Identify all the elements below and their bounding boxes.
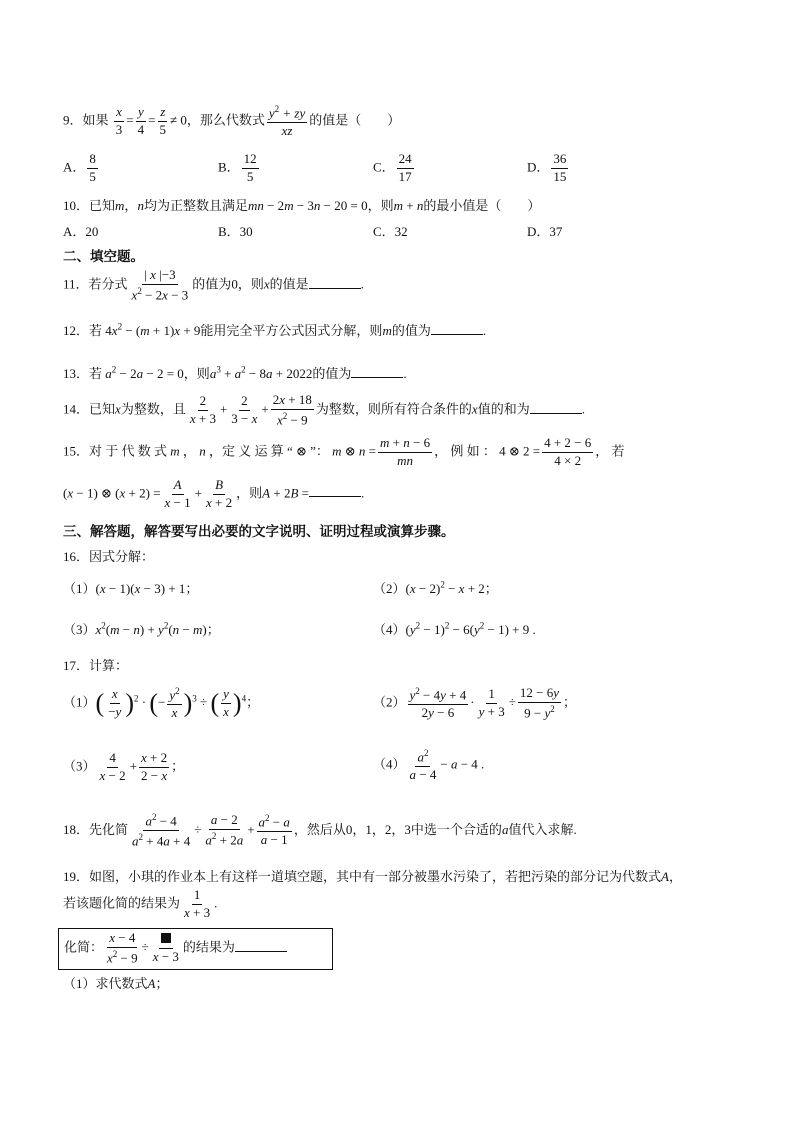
fraction: $\frac{y}{x}$ bbox=[223, 686, 229, 720]
q17-part1: （1）( $\frac{x}{-y}$ )$^2$ · (− $\frac{y^2}{x}$ )$^3$ ÷ ( $\frac{y}{x}$ )$^4$； bbox=[63, 686, 260, 721]
q9-text: 如果 bbox=[82, 112, 109, 128]
fraction: $\frac{y}{4}$ bbox=[137, 104, 145, 138]
q10-text: 已知 bbox=[89, 198, 116, 213]
q10-text2: 均为正整数且满足 bbox=[143, 198, 248, 213]
fraction: $\frac{a - 2}{a^2 + 2a}$ bbox=[205, 812, 244, 848]
fraction: $\frac{A}{x - 1}$ bbox=[164, 477, 191, 510]
q15-line2: (x − 1) ⊗ (x + 2) = $\frac{A}{x - 1}$ + $\frac{B}{x + 2}$ ，则A + 2B = . bbox=[63, 477, 365, 510]
fraction: $\frac{x + 2}{2 - x}$ bbox=[140, 750, 168, 783]
q13: 13．若 $a^2 - 2a - 2 = 0$，则$a^3 + a^2 - 8a + 2022$的值为 . bbox=[63, 364, 407, 381]
q11: 11．若分式 $\frac{| x |-3}{x^2 - 2x - 3}$ 的值为0，则x的值是 . bbox=[63, 267, 364, 303]
q12: 12．若 $4x^2 - (m + 1)x + 9$能用完全平方公式因式分解，则m的值为 . bbox=[63, 321, 487, 338]
q10-stem: 10．已知m，n均为正整数且满足mn − 2m − 3n − 20 = 0，则m + n的最小值是（ ） bbox=[63, 198, 541, 213]
q10-choice-c: C．32 bbox=[373, 224, 408, 239]
q9-choice-a: A． $\frac{8}{5}$ bbox=[63, 151, 96, 184]
fraction: $\frac{y^2}{x}$ bbox=[169, 686, 180, 721]
fraction: $\frac{x - 4}{x^2 - 9}$ bbox=[107, 930, 138, 966]
fraction: $\frac{8}{5}$ bbox=[89, 151, 96, 184]
fraction: $\frac{2x + 18}{x^2 - 9}$ bbox=[272, 392, 312, 428]
q9-text2: ，那么代数式 bbox=[186, 112, 265, 128]
fraction: $\frac{24}{17}$ bbox=[398, 151, 412, 184]
answer-blank[interactable] bbox=[235, 940, 287, 952]
fraction: $\frac{m + n - 6}{mn}$ bbox=[380, 435, 431, 468]
fraction: $\frac{| x |-3}{x^2 - 2x - 3}$ bbox=[131, 267, 189, 303]
answer-blank[interactable] bbox=[530, 402, 582, 414]
q17-title: 17．计算： bbox=[63, 658, 129, 673]
section-fill-in-title: 二、填空题。 bbox=[63, 249, 144, 265]
q19-sub1: （1）求代数式A； bbox=[63, 976, 169, 991]
q19-line2: 若该题化简的结果为 $\frac{1}{x + 3}$ . bbox=[63, 887, 218, 920]
q10-text3: ，则 bbox=[367, 198, 394, 213]
q17-part3: （3） $\frac{4}{x - 2}$ + $\frac{x + 2}{2 - x}$ ； bbox=[63, 750, 185, 783]
q19-line1: 19．如图，小琪的作业本上有这样一道填空题，其中有一部分被墨水污染了，若把污染的部分记为代数式A， bbox=[63, 869, 682, 884]
fraction: $\frac{a^2}{a - 4}$ bbox=[409, 748, 437, 783]
answer-blank[interactable] bbox=[351, 366, 403, 378]
q15-line1: 15．对 于 代 数 式 m ， n ，定 义 运 算 “ ⊗ ”： m ⊗ n = $\frac{m + n - 6}{mn}$ ， 例 如 ： 4 ⊗ 2 = $\frac{4 + 2 - 6}{4 \times 2}$ ， 若 bbox=[63, 435, 625, 468]
q9-choice-c: C． $\frac{24}{17}$ bbox=[373, 151, 412, 184]
q17-part2: （2） $\frac{y^2 - 4y + 4}{2y - 6}$ · $\frac{1}{y + 3}$ ÷ $\frac{12 - 6y}{9 - y^2}$ ； bbox=[373, 685, 577, 721]
q9-choice-d: D． $\frac{36}{15}$ bbox=[527, 151, 567, 184]
fraction: x − 3 bbox=[151, 932, 181, 965]
q10-number: 10． bbox=[63, 198, 90, 213]
q10-choice-b: B．30 bbox=[218, 224, 253, 239]
q16-part3: $(3)x^2(m - n) + y^2(n - m)$； bbox=[63, 620, 220, 637]
q9-stem: 9．如果 $\frac{x}{3}$ = $\frac{y}{4}$ = $\frac{z}{5}$ ≠ 0，那么代数式 $\frac{y^2 + zy}{xz}$ 的值是（ ） bbox=[63, 104, 401, 139]
fraction: $\frac{1}{x + 3}$ bbox=[184, 887, 211, 920]
fraction: $\frac{36}{15}$ bbox=[553, 151, 567, 184]
fraction: $\frac{y^2 + zy}{xz}$ bbox=[268, 104, 306, 139]
fraction: $\frac{x}{-y}$ bbox=[108, 686, 122, 720]
fraction: $\frac{4 + 2 - 6}{4 \times 2}$ bbox=[544, 435, 592, 468]
q10-choice-a: A．20 bbox=[63, 224, 99, 239]
fraction: $\frac{12 - 6y}{9 - y^2}$ bbox=[519, 685, 559, 721]
fraction: $\frac{x}{3}$ bbox=[115, 104, 123, 138]
q14: 14．已知x为整数，且 $\frac{2}{x + 3}$ + $\frac{2}{3 - x}$ + $\frac{2x + 18}{x^2 - 9}$ 为整数，则所有符合条件的x值的和为 . bbox=[63, 392, 585, 428]
q10-text4: 的最小值是（ ） bbox=[423, 198, 541, 213]
section-solve-title: 三、解答题，解答要写出必要的文字说明、证明过程或演算步骤。 bbox=[63, 524, 455, 540]
fraction: $\frac{2}{x + 3}$ bbox=[189, 393, 216, 427]
fraction: $\frac{2}{3 - x}$ bbox=[231, 393, 258, 427]
fraction: $\frac{y^2 - 4y + 4}{2y - 6}$ bbox=[409, 686, 467, 721]
q10-choice-d: D．37 bbox=[527, 224, 563, 239]
q16-part4: $(4)(y^2 - 1)^2 - 6(y^2 - 1) + 9$ . bbox=[373, 620, 536, 637]
q9-choice-b: B． $\frac{12}{5}$ bbox=[218, 151, 257, 184]
answer-blank[interactable] bbox=[431, 323, 483, 335]
q16-part1: （1）(x − 1)(x − 3) + 1； bbox=[63, 581, 199, 596]
fraction: $\frac{4}{x - 2}$ bbox=[99, 750, 126, 783]
q17-part4: （4） $\frac{a^2}{a - 4}$ − a − 4 . bbox=[373, 748, 485, 783]
fraction: $\frac{12}{5}$ bbox=[243, 151, 257, 184]
q16-title: 16．因式分解： bbox=[63, 549, 155, 564]
q18: 18．先化简 $\frac{a^2 - 4}{a^2 + 4a + 4}$ ÷ $\frac{a - 2}{a^2 + 2a}$ + $\frac{a^2 - a}{a - 1}$ ，然后从0，1，2，3中选一个合适的a值代入求解. bbox=[63, 812, 577, 849]
box-content: 化简： $\frac{x - 4}{x^2 - 9}$ ÷ x − 3 的结果为 bbox=[64, 931, 287, 966]
answer-blank[interactable] bbox=[309, 277, 361, 289]
q16-part2: $(2)(x - 2)^2 - x + 2$； bbox=[373, 579, 498, 596]
fraction: $\frac{1}{y + 3}$ bbox=[478, 686, 505, 720]
fraction: $\frac{a^2 - 4}{a^2 + 4a + 4}$ bbox=[132, 812, 191, 849]
fraction: $\frac{a^2 - a}{a - 1}$ bbox=[258, 813, 290, 848]
ink-blot bbox=[161, 933, 171, 943]
answer-blank[interactable] bbox=[309, 485, 361, 497]
fraction: $\frac{B}{x + 2}$ bbox=[206, 477, 233, 510]
q9-number: 9． bbox=[63, 112, 83, 128]
fraction: $\frac{z}{5}$ bbox=[159, 104, 166, 138]
q9-text3: 的值是（ ） bbox=[309, 112, 401, 128]
